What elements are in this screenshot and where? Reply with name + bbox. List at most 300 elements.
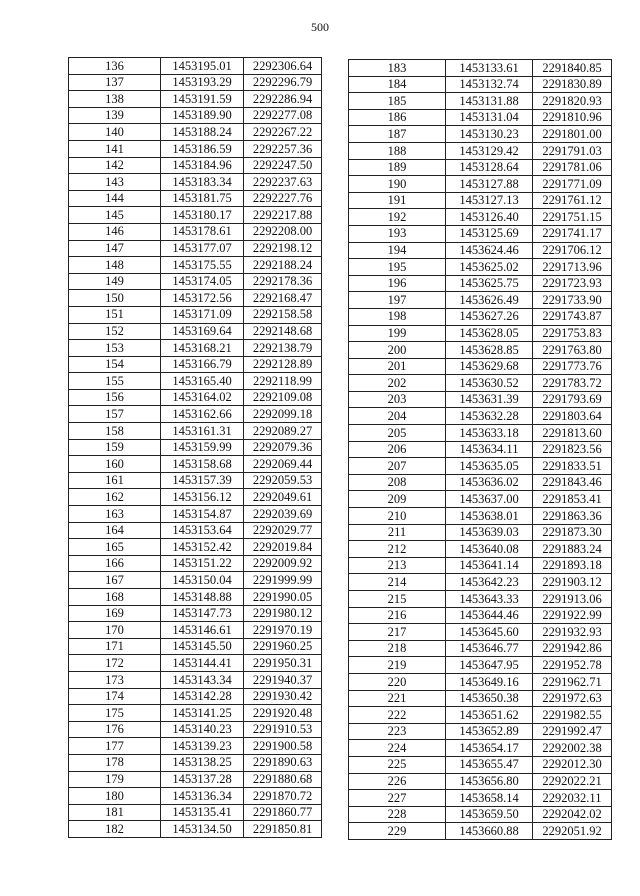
point-number-cell: 187 [349, 126, 446, 143]
x-coordinate-cell: 1453144.41 [161, 655, 244, 672]
x-coordinate-cell: 1453656.80 [446, 773, 533, 790]
table-row [349, 342, 612, 359]
point-number-cell: 213 [349, 557, 446, 574]
y-coordinate-cell: 2291873.30 [533, 524, 612, 541]
x-coordinate-cell: 1453635.05 [446, 458, 533, 475]
x-coordinate-cell: 1453178.61 [161, 223, 244, 240]
point-number-cell: 155 [69, 373, 161, 390]
point-number-cell: 144 [69, 190, 161, 207]
y-coordinate-cell: 2292208.00 [244, 223, 322, 240]
y-coordinate-cell: 2291900.58 [244, 738, 322, 755]
y-coordinate-cell: 2292099.18 [244, 406, 322, 423]
x-coordinate-cell: 1453153.64 [161, 522, 244, 539]
table-row [349, 192, 612, 209]
table-row [69, 257, 322, 274]
table-row [69, 754, 322, 771]
point-number-cell: 199 [349, 325, 446, 342]
y-coordinate-cell: 2291982.55 [533, 707, 612, 724]
y-coordinate-cell: 2292227.76 [244, 190, 322, 207]
table-row [349, 541, 612, 558]
table-row [349, 109, 612, 126]
x-coordinate-cell: 1453630.52 [446, 375, 533, 392]
y-coordinate-cell: 2291830.89 [533, 76, 612, 93]
point-number-cell: 217 [349, 624, 446, 641]
y-coordinate-cell: 2291903.12 [533, 574, 612, 591]
x-coordinate-cell: 1453133.61 [446, 60, 533, 77]
y-coordinate-cell: 2292267.22 [244, 124, 322, 141]
x-coordinate-cell: 1453136.34 [161, 788, 244, 805]
point-number-cell: 202 [349, 375, 446, 392]
point-number-cell: 229 [349, 823, 446, 840]
table-row [349, 673, 612, 690]
x-coordinate-cell: 1453629.68 [446, 358, 533, 375]
table-row [349, 491, 612, 508]
table-row [69, 306, 322, 323]
x-coordinate-cell: 1453634.11 [446, 441, 533, 458]
table-row [69, 472, 322, 489]
y-coordinate-cell: 2291791.03 [533, 142, 612, 159]
point-number-cell: 139 [69, 107, 161, 124]
y-coordinate-cell: 2292051.92 [533, 823, 612, 840]
y-coordinate-cell: 2291773.76 [533, 358, 612, 375]
point-number-cell: 159 [69, 439, 161, 456]
point-number-cell: 146 [69, 223, 161, 240]
point-number-cell: 170 [69, 622, 161, 639]
point-number-cell: 140 [69, 124, 161, 141]
point-number-cell: 145 [69, 207, 161, 224]
table-row [349, 740, 612, 757]
table-row [69, 655, 322, 672]
y-coordinate-cell: 2292237.63 [244, 174, 322, 191]
x-coordinate-cell: 1453628.85 [446, 342, 533, 359]
table-row [69, 373, 322, 390]
table-row [349, 425, 612, 442]
y-coordinate-cell: 2292277.08 [244, 107, 322, 124]
x-coordinate-cell: 1453631.39 [446, 391, 533, 408]
point-number-cell: 224 [349, 740, 446, 757]
point-number-cell: 207 [349, 458, 446, 475]
table-row [349, 242, 612, 259]
table-row [349, 756, 612, 773]
point-number-cell: 216 [349, 607, 446, 624]
point-number-cell: 142 [69, 157, 161, 174]
table-row [349, 723, 612, 740]
table-row [349, 225, 612, 242]
table-row [69, 190, 322, 207]
x-coordinate-cell: 1453131.88 [446, 93, 533, 110]
x-coordinate-cell: 1453151.22 [161, 555, 244, 572]
x-coordinate-cell: 1453127.88 [446, 176, 533, 193]
point-number-cell: 173 [69, 671, 161, 688]
table-row [69, 788, 322, 805]
x-coordinate-cell: 1453643.33 [446, 591, 533, 608]
table-row [69, 107, 322, 124]
x-coordinate-cell: 1453651.62 [446, 707, 533, 724]
table-row [69, 555, 322, 572]
point-number-cell: 215 [349, 591, 446, 608]
y-coordinate-cell: 2291992.47 [533, 723, 612, 740]
point-number-cell: 179 [69, 771, 161, 788]
y-coordinate-cell: 2291893.18 [533, 557, 612, 574]
y-coordinate-cell: 2291803.64 [533, 408, 612, 425]
y-coordinate-cell: 2291761.12 [533, 192, 612, 209]
point-number-cell: 200 [349, 342, 446, 359]
x-coordinate-cell: 1453142.28 [161, 688, 244, 705]
y-coordinate-cell: 2292188.24 [244, 257, 322, 274]
table-row [69, 572, 322, 589]
table-row [69, 489, 322, 506]
y-coordinate-cell: 2291880.68 [244, 771, 322, 788]
y-coordinate-cell: 2291962.71 [533, 673, 612, 690]
point-number-cell: 149 [69, 273, 161, 290]
x-coordinate-cell: 1453638.01 [446, 508, 533, 525]
point-number-cell: 154 [69, 356, 161, 373]
x-coordinate-cell: 1453189.90 [161, 107, 244, 124]
point-number-cell: 152 [69, 323, 161, 340]
table-row [69, 771, 322, 788]
y-coordinate-cell: 2292032.11 [533, 790, 612, 807]
x-coordinate-cell: 1453146.61 [161, 622, 244, 639]
y-coordinate-cell: 2292178.36 [244, 273, 322, 290]
point-number-cell: 150 [69, 290, 161, 307]
table-row [349, 159, 612, 176]
y-coordinate-cell: 2291753.83 [533, 325, 612, 342]
table-row [69, 58, 322, 75]
y-coordinate-cell: 2291751.15 [533, 209, 612, 226]
point-number-cell: 172 [69, 655, 161, 672]
table-row [69, 240, 322, 257]
y-coordinate-cell: 2292109.08 [244, 389, 322, 406]
table-row [349, 93, 612, 110]
table-row [69, 605, 322, 622]
point-number-cell: 166 [69, 555, 161, 572]
y-coordinate-cell: 2292009.92 [244, 555, 322, 572]
table-row [69, 423, 322, 440]
table-row [349, 176, 612, 193]
table-row [69, 439, 322, 456]
table-row [69, 323, 322, 340]
x-coordinate-cell: 1453652.89 [446, 723, 533, 740]
y-coordinate-cell: 2292042.02 [533, 806, 612, 823]
point-number-cell: 194 [349, 242, 446, 259]
point-number-cell: 212 [349, 541, 446, 558]
point-number-cell: 175 [69, 705, 161, 722]
x-coordinate-cell: 1453636.02 [446, 474, 533, 491]
x-coordinate-cell: 1453177.07 [161, 240, 244, 257]
table-row [69, 804, 322, 821]
point-number-cell: 181 [69, 804, 161, 821]
x-coordinate-cell: 1453137.28 [161, 771, 244, 788]
table-row [69, 124, 322, 141]
table-row [69, 223, 322, 240]
x-coordinate-cell: 1453162.66 [161, 406, 244, 423]
table-row [349, 408, 612, 425]
x-coordinate-cell: 1453168.21 [161, 340, 244, 357]
point-number-cell: 180 [69, 788, 161, 805]
x-coordinate-cell: 1453139.23 [161, 738, 244, 755]
point-number-cell: 220 [349, 673, 446, 690]
y-coordinate-cell: 2291952.78 [533, 657, 612, 674]
table-row [349, 690, 612, 707]
point-number-cell: 168 [69, 589, 161, 606]
table-row [69, 622, 322, 639]
y-coordinate-cell: 2292002.38 [533, 740, 612, 757]
table-row [69, 456, 322, 473]
x-coordinate-cell: 1453158.68 [161, 456, 244, 473]
coordinate-table-right [348, 59, 612, 840]
point-number-cell: 151 [69, 306, 161, 323]
table-row [69, 721, 322, 738]
table-row [349, 591, 612, 608]
point-number-cell: 195 [349, 259, 446, 276]
point-number-cell: 203 [349, 391, 446, 408]
y-coordinate-cell: 2291930.42 [244, 688, 322, 705]
point-number-cell: 185 [349, 93, 446, 110]
table-row [69, 356, 322, 373]
y-coordinate-cell: 2291932.93 [533, 624, 612, 641]
x-coordinate-cell: 1453145.50 [161, 638, 244, 655]
point-number-cell: 223 [349, 723, 446, 740]
table-row [349, 790, 612, 807]
point-number-cell: 193 [349, 225, 446, 242]
table-row [349, 823, 612, 840]
point-number-cell: 174 [69, 688, 161, 705]
y-coordinate-cell: 2291940.37 [244, 671, 322, 688]
point-number-cell: 183 [349, 60, 446, 77]
x-coordinate-cell: 1453624.46 [446, 242, 533, 259]
point-number-cell: 148 [69, 257, 161, 274]
x-coordinate-cell: 1453147.73 [161, 605, 244, 622]
x-coordinate-cell: 1453184.96 [161, 157, 244, 174]
x-coordinate-cell: 1453654.17 [446, 740, 533, 757]
point-number-cell: 222 [349, 707, 446, 724]
point-number-cell: 209 [349, 491, 446, 508]
y-coordinate-cell: 2292079.36 [244, 439, 322, 456]
y-coordinate-cell: 2291890.63 [244, 754, 322, 771]
y-coordinate-cell: 2291860.77 [244, 804, 322, 821]
point-number-cell: 191 [349, 192, 446, 209]
x-coordinate-cell: 1453180.17 [161, 207, 244, 224]
point-number-cell: 167 [69, 572, 161, 589]
y-coordinate-cell: 2292138.79 [244, 340, 322, 357]
table-row [349, 275, 612, 292]
table-row [349, 358, 612, 375]
y-coordinate-cell: 2292039.69 [244, 506, 322, 523]
y-coordinate-cell: 2291743.87 [533, 308, 612, 325]
x-coordinate-cell: 1453157.39 [161, 472, 244, 489]
point-number-cell: 147 [69, 240, 161, 257]
point-number-cell: 204 [349, 408, 446, 425]
y-coordinate-cell: 2291843.46 [533, 474, 612, 491]
y-coordinate-cell: 2291883.24 [533, 541, 612, 558]
y-coordinate-cell: 2291781.06 [533, 159, 612, 176]
table-row [69, 539, 322, 556]
y-coordinate-cell: 2291713.96 [533, 259, 612, 276]
point-number-cell: 188 [349, 142, 446, 159]
table-row [349, 60, 612, 77]
table-row [349, 707, 612, 724]
x-coordinate-cell: 1453181.75 [161, 190, 244, 207]
y-coordinate-cell: 2291763.80 [533, 342, 612, 359]
table-row [69, 290, 322, 307]
y-coordinate-cell: 2291972.63 [533, 690, 612, 707]
y-coordinate-cell: 2292089.27 [244, 423, 322, 440]
y-coordinate-cell: 2291853.41 [533, 491, 612, 508]
x-coordinate-cell: 1453193.29 [161, 74, 244, 91]
table-row [69, 91, 322, 108]
y-coordinate-cell: 2291910.53 [244, 721, 322, 738]
y-coordinate-cell: 2292198.12 [244, 240, 322, 257]
point-number-cell: 210 [349, 508, 446, 525]
point-number-cell: 214 [349, 574, 446, 591]
table-row [69, 389, 322, 406]
y-coordinate-cell: 2291960.25 [244, 638, 322, 655]
x-coordinate-cell: 1453647.95 [446, 657, 533, 674]
table-row [69, 506, 322, 523]
table-row [349, 640, 612, 657]
y-coordinate-cell: 2291913.06 [533, 591, 612, 608]
table-row [69, 74, 322, 91]
table-row [349, 474, 612, 491]
x-coordinate-cell: 1453658.14 [446, 790, 533, 807]
x-coordinate-cell: 1453625.75 [446, 275, 533, 292]
x-coordinate-cell: 1453642.23 [446, 574, 533, 591]
table-row [349, 259, 612, 276]
point-number-cell: 196 [349, 275, 446, 292]
table-row [69, 671, 322, 688]
y-coordinate-cell: 2292148.68 [244, 323, 322, 340]
point-number-cell: 182 [69, 821, 161, 838]
table-row [69, 821, 322, 838]
point-number-cell: 177 [69, 738, 161, 755]
table-row [349, 508, 612, 525]
y-coordinate-cell: 2291942.86 [533, 640, 612, 657]
y-coordinate-cell: 2291810.96 [533, 109, 612, 126]
y-coordinate-cell: 2291833.51 [533, 458, 612, 475]
x-coordinate-cell: 1453132.74 [446, 76, 533, 93]
x-coordinate-cell: 1453171.09 [161, 306, 244, 323]
table-row [69, 273, 322, 290]
table-row [349, 458, 612, 475]
point-number-cell: 143 [69, 174, 161, 191]
x-coordinate-cell: 1453165.40 [161, 373, 244, 390]
y-coordinate-cell: 2291980.12 [244, 605, 322, 622]
point-number-cell: 201 [349, 358, 446, 375]
y-coordinate-cell: 2291823.56 [533, 441, 612, 458]
y-coordinate-cell: 2291990.05 [244, 589, 322, 606]
y-coordinate-cell: 2292128.89 [244, 356, 322, 373]
x-coordinate-cell: 1453626.49 [446, 292, 533, 309]
x-coordinate-cell: 1453175.55 [161, 257, 244, 274]
x-coordinate-cell: 1453138.25 [161, 754, 244, 771]
x-coordinate-cell: 1453650.38 [446, 690, 533, 707]
x-coordinate-cell: 1453141.25 [161, 705, 244, 722]
y-coordinate-cell: 2291870.72 [244, 788, 322, 805]
y-coordinate-cell: 2291706.12 [533, 242, 612, 259]
point-number-cell: 198 [349, 308, 446, 325]
x-coordinate-cell: 1453140.23 [161, 721, 244, 738]
x-coordinate-cell: 1453628.05 [446, 325, 533, 342]
table-row [349, 308, 612, 325]
x-coordinate-cell: 1453174.05 [161, 273, 244, 290]
table-row [349, 76, 612, 93]
point-number-cell: 136 [69, 58, 161, 75]
table-row [349, 209, 612, 226]
point-number-cell: 162 [69, 489, 161, 506]
table-row [349, 806, 612, 823]
point-number-cell: 160 [69, 456, 161, 473]
x-coordinate-cell: 1453130.23 [446, 126, 533, 143]
y-coordinate-cell: 2292217.88 [244, 207, 322, 224]
x-coordinate-cell: 1453655.47 [446, 756, 533, 773]
table-row [349, 126, 612, 143]
table-row [69, 157, 322, 174]
y-coordinate-cell: 2292168.47 [244, 290, 322, 307]
x-coordinate-cell: 1453186.59 [161, 140, 244, 157]
y-coordinate-cell: 2291813.60 [533, 425, 612, 442]
x-coordinate-cell: 1453148.88 [161, 589, 244, 606]
point-number-cell: 206 [349, 441, 446, 458]
y-coordinate-cell: 2292286.94 [244, 91, 322, 108]
x-coordinate-cell: 1453646.77 [446, 640, 533, 657]
point-number-cell: 228 [349, 806, 446, 823]
x-coordinate-cell: 1453150.04 [161, 572, 244, 589]
x-coordinate-cell: 1453625.02 [446, 259, 533, 276]
x-coordinate-cell: 1453125.69 [446, 225, 533, 242]
y-coordinate-cell: 2292019.84 [244, 539, 322, 556]
x-coordinate-cell: 1453154.87 [161, 506, 244, 523]
point-number-cell: 163 [69, 506, 161, 523]
y-coordinate-cell: 2291723.93 [533, 275, 612, 292]
x-coordinate-cell: 1453659.50 [446, 806, 533, 823]
x-coordinate-cell: 1453188.24 [161, 124, 244, 141]
point-number-cell: 164 [69, 522, 161, 539]
x-coordinate-cell: 1453183.34 [161, 174, 244, 191]
point-number-cell: 184 [349, 76, 446, 93]
x-coordinate-cell: 1453128.64 [446, 159, 533, 176]
table-row [349, 624, 612, 641]
table-row [349, 657, 612, 674]
x-coordinate-cell: 1453649.16 [446, 673, 533, 690]
point-number-cell: 225 [349, 756, 446, 773]
table-row [349, 391, 612, 408]
x-coordinate-cell: 1453164.02 [161, 389, 244, 406]
y-coordinate-cell: 2292049.61 [244, 489, 322, 506]
x-coordinate-cell: 1453131.04 [446, 109, 533, 126]
point-number-cell: 186 [349, 109, 446, 126]
point-number-cell: 171 [69, 638, 161, 655]
x-coordinate-cell: 1453166.79 [161, 356, 244, 373]
point-number-cell: 208 [349, 474, 446, 491]
y-coordinate-cell: 2291950.31 [244, 655, 322, 672]
page-number: 500 [311, 20, 329, 34]
point-number-cell: 176 [69, 721, 161, 738]
point-number-cell: 227 [349, 790, 446, 807]
point-number-cell: 189 [349, 159, 446, 176]
table-row [349, 574, 612, 591]
point-number-cell: 137 [69, 74, 161, 91]
x-coordinate-cell: 1453644.46 [446, 607, 533, 624]
y-coordinate-cell: 2291999.99 [244, 572, 322, 589]
table-row [349, 375, 612, 392]
point-number-cell: 138 [69, 91, 161, 108]
y-coordinate-cell: 2292069.44 [244, 456, 322, 473]
table-row [69, 207, 322, 224]
x-coordinate-cell: 1453195.01 [161, 58, 244, 75]
point-number-cell: 158 [69, 423, 161, 440]
point-number-cell: 221 [349, 690, 446, 707]
point-number-cell: 156 [69, 389, 161, 406]
